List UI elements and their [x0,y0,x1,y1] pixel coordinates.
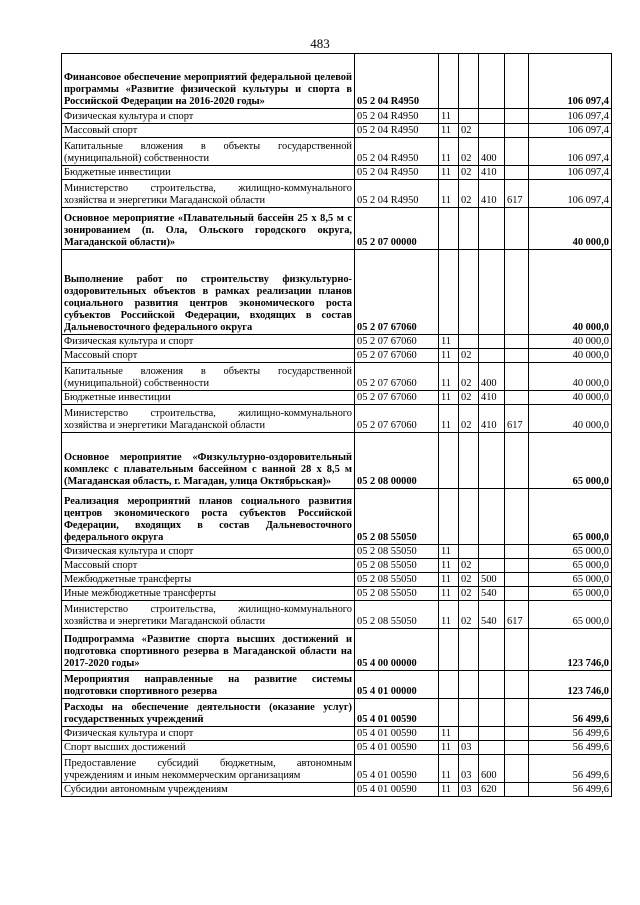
row-amount: 106 097,4 [529,138,612,166]
row-section [439,54,459,109]
row-amount: 65 000,0 [529,489,612,545]
row-subsection: 02 [459,349,479,363]
table-row [62,727,612,741]
row-expense-type: 620 [479,783,505,797]
row-section: 11 [439,573,459,587]
table-row [62,587,612,601]
row-section: 11 [439,405,459,433]
row-name: Основное мероприятие «Физкультурно-оздоровительный комплекс с плавательным бассейном с ванной 28 х 8,5 м (Магаданская область, г. Магадан, улица Октябрьская)» [62,433,355,489]
row-department [505,741,529,755]
row-section: 11 [439,335,459,349]
row-department [505,391,529,405]
row-department [505,166,529,180]
row-name: Министерство строительства, жилищно-коммунального хозяйства и энергетики Магаданской области [62,405,355,433]
row-amount: 123 746,0 [529,629,612,671]
row-code: 05 4 01 00000 [355,671,439,699]
row-code: 05 2 07 67060 [355,335,439,349]
row-name: Реализация мероприятий планов социального развития центров экономического роста субъектов Российской Федерации, входящих в состав Дальневосточного федерального округа [62,489,355,545]
row-name: Бюджетные инвестиции [62,391,355,405]
row-name: Финансовое обеспечение мероприятий федеральной целевой программы «Развитие физической культуры и спорта в Российской Федерации на 2016-2020 годы» [62,54,355,109]
row-code: 05 2 08 00000 [355,433,439,489]
row-subsection: 02 [459,124,479,138]
row-department [505,138,529,166]
row-name: Мероприятия направленные на развитие системы подготовки спортивного резерва [62,671,355,699]
row-name: Министерство строительства, жилищно-коммунального хозяйства и энергетики Магаданской области [62,601,355,629]
row-code: 05 2 04 R4950 [355,124,439,138]
row-name: Субсидии автономным учреждениям [62,783,355,797]
table-row [62,629,612,671]
row-subsection [459,671,479,699]
row-expense-type: 540 [479,587,505,601]
row-section: 11 [439,601,459,629]
row-subsection [459,629,479,671]
table-row [62,573,612,587]
table-row [62,250,612,335]
table-row [62,601,612,629]
row-name: Выполнение работ по строительству физкультурно-оздоровительных объектов в рамках реализации планов социального развития центров экономического роста субъектов Российской Федерации, входящих в состав Дальневосточного федерального округа [62,250,355,335]
table-row [62,545,612,559]
row-name: Капитальные вложения в объекты государственной (муниципальной) собственности [62,138,355,166]
row-subsection [459,433,479,489]
row-department [505,727,529,741]
row-code: 05 4 01 00590 [355,741,439,755]
table-row [62,489,612,545]
row-amount: 106 097,4 [529,124,612,138]
row-department [505,629,529,671]
page-number: 483 [310,36,330,51]
row-name: Иные межбюджетные трансферты [62,587,355,601]
row-code: 05 2 04 R4950 [355,54,439,109]
row-subsection [459,727,479,741]
row-department [505,559,529,573]
row-expense-type [479,433,505,489]
row-code: 05 4 00 00000 [355,629,439,671]
row-amount: 56 499,6 [529,727,612,741]
row-department [505,755,529,783]
row-expense-type: 410 [479,180,505,208]
table-row [62,671,612,699]
table-row [62,391,612,405]
row-section: 11 [439,559,459,573]
row-amount: 40 000,0 [529,250,612,335]
row-subsection: 02 [459,587,479,601]
row-section [439,433,459,489]
row-department [505,699,529,727]
row-section: 11 [439,363,459,391]
row-section: 11 [439,349,459,363]
row-name: Бюджетные инвестиции [62,166,355,180]
row-department [505,783,529,797]
row-name: Расходы на обеспечение деятельности (оказание услуг) государственных учреждений [62,699,355,727]
row-expense-type [479,489,505,545]
row-expense-type [479,124,505,138]
row-name: Основное мероприятие «Плавательный бассейн 25 х 8,5 м с зонированием (п. Ола, Ольского городского округа, Магаданской области)» [62,208,355,250]
row-subsection [459,109,479,124]
row-subsection: 02 [459,180,479,208]
row-code: 05 2 07 67060 [355,363,439,391]
row-section: 11 [439,741,459,755]
row-expense-type [479,671,505,699]
row-expense-type [479,629,505,671]
table-row [62,783,612,797]
row-amount: 106 097,4 [529,166,612,180]
row-amount: 56 499,6 [529,741,612,755]
row-amount: 65 000,0 [529,573,612,587]
row-expense-type: 410 [479,405,505,433]
row-subsection: 03 [459,741,479,755]
row-department [505,208,529,250]
row-name: Массовый спорт [62,559,355,573]
table-row [62,433,612,489]
row-code: 05 4 01 00590 [355,783,439,797]
table-row [62,349,612,363]
row-department [505,54,529,109]
row-section: 11 [439,124,459,138]
row-subsection [459,54,479,109]
row-section: 11 [439,783,459,797]
row-expense-type: 500 [479,573,505,587]
row-section [439,629,459,671]
row-expense-type [479,545,505,559]
row-section: 11 [439,180,459,208]
row-department: 617 [505,601,529,629]
row-subsection: 02 [459,138,479,166]
table-row [62,180,612,208]
table-row [62,741,612,755]
row-section: 11 [439,545,459,559]
row-section [439,208,459,250]
row-name: Подпрограмма «Развитие спорта высших достижений и подготовка спортивного резерва в Магаданской области на 2017-2020 годы» [62,629,355,671]
row-department [505,109,529,124]
row-department [505,671,529,699]
row-section: 11 [439,166,459,180]
row-amount: 65 000,0 [529,433,612,489]
row-expense-type [479,727,505,741]
row-amount: 65 000,0 [529,587,612,601]
row-name: Массовый спорт [62,349,355,363]
row-name: Межбюджетные трансферты [62,573,355,587]
row-department [505,489,529,545]
row-amount: 106 097,4 [529,180,612,208]
row-subsection: 02 [459,166,479,180]
table-row [62,755,612,783]
table-row [62,405,612,433]
row-section: 11 [439,109,459,124]
row-amount: 40 000,0 [529,349,612,363]
row-code: 05 4 01 00590 [355,699,439,727]
row-code: 05 4 01 00590 [355,727,439,741]
row-department [505,433,529,489]
row-amount: 40 000,0 [529,363,612,391]
table-row [62,109,612,124]
row-amount: 106 097,4 [529,54,612,109]
row-expense-type: 410 [479,166,505,180]
row-section: 11 [439,727,459,741]
row-subsection [459,699,479,727]
row-expense-type [479,109,505,124]
table-row [62,124,612,138]
row-amount: 40 000,0 [529,335,612,349]
row-expense-type [479,699,505,727]
row-section [439,250,459,335]
row-department [505,250,529,335]
row-section: 11 [439,138,459,166]
row-code: 05 2 07 67060 [355,250,439,335]
row-amount: 65 000,0 [529,545,612,559]
row-amount: 65 000,0 [529,601,612,629]
table-row [62,54,612,109]
row-amount: 56 499,6 [529,755,612,783]
row-subsection [459,250,479,335]
row-amount: 40 000,0 [529,208,612,250]
row-code: 05 2 07 67060 [355,349,439,363]
row-expense-type [479,741,505,755]
row-code: 05 2 08 55050 [355,545,439,559]
row-code: 05 2 04 R4950 [355,180,439,208]
row-subsection: 02 [459,559,479,573]
row-amount: 123 746,0 [529,671,612,699]
row-code: 05 4 01 00590 [355,755,439,783]
row-code: 05 2 07 00000 [355,208,439,250]
row-subsection [459,545,479,559]
row-name: Спорт высших достижений [62,741,355,755]
row-subsection: 02 [459,601,479,629]
row-department: 617 [505,405,529,433]
row-code: 05 2 08 55050 [355,489,439,545]
row-name: Физическая культура и спорт [62,109,355,124]
row-name: Физическая культура и спорт [62,727,355,741]
row-expense-type [479,559,505,573]
row-subsection [459,335,479,349]
row-expense-type [479,349,505,363]
budget-table [61,53,612,797]
row-code: 05 2 04 R4950 [355,166,439,180]
row-expense-type [479,335,505,349]
table-row [62,208,612,250]
row-subsection: 03 [459,755,479,783]
row-section [439,699,459,727]
row-code: 05 2 07 67060 [355,405,439,433]
table-row [62,335,612,349]
row-expense-type [479,54,505,109]
row-amount: 56 499,6 [529,699,612,727]
row-section [439,671,459,699]
row-subsection: 02 [459,363,479,391]
table-row [62,559,612,573]
row-code: 05 2 08 55050 [355,573,439,587]
row-expense-type: 600 [479,755,505,783]
row-code: 05 2 08 55050 [355,559,439,573]
row-name: Министерство строительства, жилищно-коммунального хозяйства и энергетики Магаданской области [62,180,355,208]
row-name: Физическая культура и спорт [62,335,355,349]
row-department [505,545,529,559]
table-row [62,363,612,391]
row-code: 05 2 08 55050 [355,601,439,629]
row-department [505,587,529,601]
row-code: 05 2 07 67060 [355,391,439,405]
row-code: 05 2 04 R4950 [355,138,439,166]
row-expense-type: 400 [479,363,505,391]
row-subsection [459,208,479,250]
row-subsection: 02 [459,391,479,405]
row-subsection: 03 [459,783,479,797]
row-amount: 106 097,4 [529,109,612,124]
row-section: 11 [439,391,459,405]
row-expense-type [479,250,505,335]
table-row [62,699,612,727]
row-amount: 56 499,6 [529,783,612,797]
row-subsection: 02 [459,573,479,587]
row-department [505,573,529,587]
row-name: Физическая культура и спорт [62,545,355,559]
row-department: 617 [505,180,529,208]
row-department [505,124,529,138]
row-name: Предоставление субсидий бюджетным, автономным учреждениям и иным некоммерческим организациям [62,755,355,783]
row-department [505,349,529,363]
row-department [505,363,529,391]
row-expense-type: 400 [479,138,505,166]
table-row [62,138,612,166]
row-section: 11 [439,587,459,601]
row-section [439,489,459,545]
row-expense-type: 410 [479,391,505,405]
row-amount: 40 000,0 [529,405,612,433]
budget-rows [62,54,612,797]
row-expense-type [479,208,505,250]
table-row [62,166,612,180]
row-amount: 65 000,0 [529,559,612,573]
row-code: 05 2 04 R4950 [355,109,439,124]
row-section: 11 [439,755,459,783]
row-name: Капитальные вложения в объекты государственной (муниципальной) собственности [62,363,355,391]
row-code: 05 2 08 55050 [355,587,439,601]
row-subsection: 02 [459,405,479,433]
row-expense-type: 540 [479,601,505,629]
row-amount: 40 000,0 [529,391,612,405]
row-subsection [459,489,479,545]
row-department [505,335,529,349]
row-name: Массовый спорт [62,124,355,138]
